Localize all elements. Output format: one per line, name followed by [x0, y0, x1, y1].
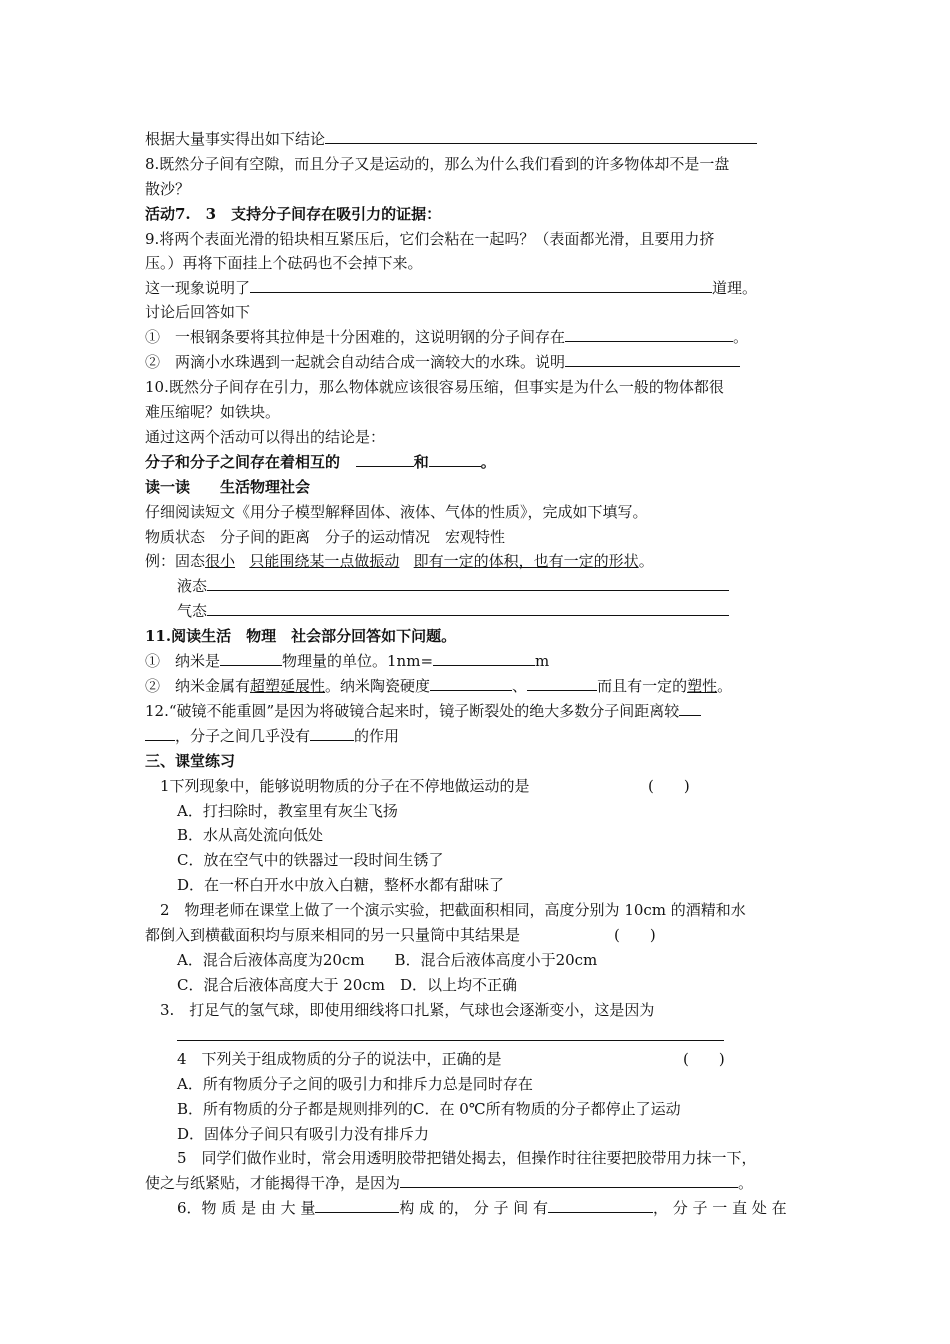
text: 使之与纸紧贴，才能揭得干净，是因为 [145, 1174, 401, 1192]
text: ( ) [683, 1050, 725, 1068]
exercise-1 [160, 776, 530, 796]
question-8-cont [145, 179, 190, 199]
section-heading [145, 751, 235, 771]
text: A．混合后液体高度为20cm B．混合后液体高度小于20cm [177, 951, 598, 969]
text: 压。）再将下面挂上个砝码也不会掉下来。 [145, 254, 423, 272]
answer-blank[interactable] [207, 576, 729, 591]
text: 5 同学们做作业时，常会用透明胶带把错处揭去，但操作时往往要把胶带用力抹一下， [177, 1149, 757, 1167]
text: C．放在空气中的铁器过一段时间生锈了 [177, 851, 444, 869]
nano-item-2 [145, 676, 732, 696]
text: ， 分 子 一 直 处 在 [653, 1199, 787, 1217]
text: 。 [480, 453, 496, 471]
exercise-5 [177, 1148, 757, 1168]
option-b[interactable] [177, 825, 323, 845]
text: 、 [512, 677, 528, 695]
exercise-3 [160, 1000, 654, 1020]
item-2 [145, 352, 740, 372]
text: B．所有物质的分子都是规则排列的C．在 0℃所有物质的分子都停止了运动 [177, 1100, 681, 1118]
answer-blank[interactable] [548, 1198, 653, 1213]
reading-instruction [145, 502, 648, 522]
underlined-text: 塑性 [687, 677, 718, 695]
answer-blank[interactable] [356, 452, 414, 467]
question-9-cont [145, 253, 423, 273]
text: 。 [738, 1174, 754, 1192]
question-12-cont [145, 726, 399, 746]
text: 。 [638, 552, 654, 570]
text: 。 [733, 328, 749, 346]
text: 和 [413, 453, 429, 471]
options-ab[interactable] [177, 950, 597, 970]
option-a[interactable] [177, 801, 398, 821]
text: ( ) [614, 926, 656, 944]
text: 气态 [177, 602, 208, 620]
answer-line[interactable] [177, 1040, 724, 1041]
answer-blank[interactable] [565, 327, 733, 342]
text: 。 [717, 677, 733, 695]
text: m [535, 652, 550, 670]
text: 3. 打足气的氢气球，即使用细线将口扎紧，气球也会逐渐变小，这是因为 [160, 1001, 655, 1019]
answer-blank[interactable] [679, 701, 701, 716]
answer-blank[interactable] [400, 1173, 738, 1188]
text: B．水从高处流向低处 [177, 826, 324, 844]
answer-blank[interactable] [430, 676, 512, 691]
answer-paren[interactable] [648, 776, 690, 796]
answer-blank[interactable] [250, 278, 712, 293]
text: 活动7. 3 支持分子间存在吸引力的证据： [145, 205, 442, 223]
exercise-2 [160, 900, 746, 920]
text: 11.阅读生活 物理 社会部分回答如下问题。 [145, 627, 457, 645]
text: ② 纳米金属有 [145, 677, 251, 695]
answer-blank[interactable] [527, 676, 597, 691]
text: ① 一根钢条要将其拉伸是十分困难的，这说明钢的分子间存在 [145, 328, 566, 346]
text: 2 物理老师在课堂上做了一个演示实验，把截面积相同，高度分别为 10cm 的酒精和水 [160, 901, 746, 919]
nano-item-1 [145, 651, 549, 671]
option-c[interactable] [177, 850, 443, 870]
text: 通过这两个活动可以得出的结论是： [145, 428, 386, 446]
text: 液态 [177, 577, 208, 595]
text: 分子和分子之间存在着相互的 [145, 453, 341, 471]
item-1 [145, 327, 748, 347]
text: 仔细阅读短文《用分子模型解释固体、液体、气体的性质》，完成如下填写。 [145, 503, 648, 521]
text: 4 下列关于组成物质的分子的说法中，正确的是 [177, 1050, 502, 1068]
option-a[interactable] [177, 1074, 533, 1094]
text: 物理量的单位。1nm= [282, 652, 434, 670]
text: 而且有一定的 [597, 677, 688, 695]
text: C．混合后液体高度大于 20cm D．以上均不正确 [177, 976, 517, 994]
question-12 [145, 701, 701, 721]
option-d[interactable] [177, 1124, 429, 1144]
text: 读一读 生活物理社会 [145, 478, 311, 496]
text: 9.将两个表面光滑的铅块相互紧压后，它们会粘在一起吗？（表面都光滑，且要用力挤 [145, 230, 715, 248]
text: 物质状态 分子间的距离 分子的运动情况 宏观特性 [145, 528, 506, 546]
text: A．打扫除时，教室里有灰尘飞扬 [177, 802, 398, 820]
text: 道理。 [712, 279, 758, 297]
text: 散沙？ [145, 180, 191, 198]
text: 6．物 质 是 由 大 量 [177, 1199, 316, 1217]
text: ，分子之间几乎没有 [175, 727, 311, 745]
text: 讨论后回答如下 [145, 303, 251, 321]
text: ( ) [648, 777, 690, 795]
underlined-text: 只能围绕某一点做振动 [249, 552, 400, 570]
text: 。纳米陶瓷硬度 [325, 677, 431, 695]
exercise-5-cont [145, 1173, 753, 1193]
question-10-cont [145, 402, 280, 422]
answer-blank[interactable] [565, 352, 740, 367]
answer-paren[interactable] [683, 1049, 725, 1069]
option-d[interactable] [177, 875, 504, 895]
text: 都倒入到横截面积均与原来相同的另一只量筒中其结果是 [145, 926, 521, 944]
answer-blank[interactable] [325, 129, 757, 144]
text: A．所有物质分子之间的吸引力和排斥力总是同时存在 [177, 1075, 533, 1093]
text: ② 两滴小水珠遇到一起就会自动结合成一滴较大的水珠。说明 [145, 353, 566, 371]
gas-line [177, 601, 729, 621]
text: D．在一杯白开水中放入白糖，整杯水都有甜味了 [177, 876, 505, 894]
conclusion-line [145, 452, 496, 472]
text: 根据大量事实得出如下结论 [145, 130, 326, 148]
answer-blank[interactable] [145, 726, 175, 741]
text: D．固体分子间只有吸引力没有排斥力 [177, 1125, 430, 1143]
answer-blank[interactable] [310, 726, 354, 741]
question-9 [145, 229, 714, 249]
text: 三、课堂练习 [145, 752, 236, 770]
exercise-6 [177, 1198, 787, 1218]
text: 难压缩呢？如铁块。 [145, 403, 281, 421]
question-11 [145, 626, 456, 646]
answer-blank[interactable] [207, 601, 729, 616]
underlined-text: 超塑延展性 [250, 677, 326, 695]
text: 10.既然分子间存在引力，那么物体就应该很容易压缩，但事实是为什么一般的物体都很 [145, 378, 724, 396]
discussion-line [145, 302, 250, 322]
line-conclusion [145, 129, 757, 149]
example-solid [145, 551, 654, 571]
options-cd[interactable] [177, 975, 517, 995]
text: 的作用 [354, 727, 400, 745]
liquid-line [177, 576, 729, 596]
activity-heading [145, 204, 441, 224]
answer-blank[interactable] [429, 452, 481, 467]
underlined-text: 即有一定的体积，也有一定的形状 [413, 552, 639, 570]
text: 1下列现象中，能够说明物质的分子在不停地做运动的是 [160, 777, 530, 795]
reading-heading [145, 477, 310, 497]
option-bc[interactable] [177, 1099, 681, 1119]
table-header [145, 527, 505, 547]
exercise-4 [177, 1049, 502, 1069]
underlined-text: 很小 [205, 552, 236, 570]
exercise-2-cont [145, 925, 520, 945]
text: 8.既然分子间有空隙，而且分子又是运动的，那么为什么我们看到的许多物体却不是一盘 [145, 155, 730, 173]
text: 12.“破镜不能重圆”是因为将破镜合起来时，镜子断裂处的绝大多数分子间距离较 [145, 702, 680, 720]
phenomenon-line [145, 278, 757, 298]
text: ① 纳米是 [145, 652, 221, 670]
conclusion-intro [145, 427, 385, 447]
answer-paren[interactable] [614, 925, 656, 945]
answer-blank[interactable] [433, 651, 535, 666]
answer-blank[interactable] [315, 1198, 399, 1213]
text: 例：固态 [145, 552, 206, 570]
answer-blank[interactable] [220, 651, 282, 666]
question-10 [145, 377, 724, 397]
question-8 [145, 154, 729, 174]
text: 构 成 的， 分 子 间 有 [399, 1199, 548, 1217]
text: 这一现象说明了 [145, 279, 251, 297]
